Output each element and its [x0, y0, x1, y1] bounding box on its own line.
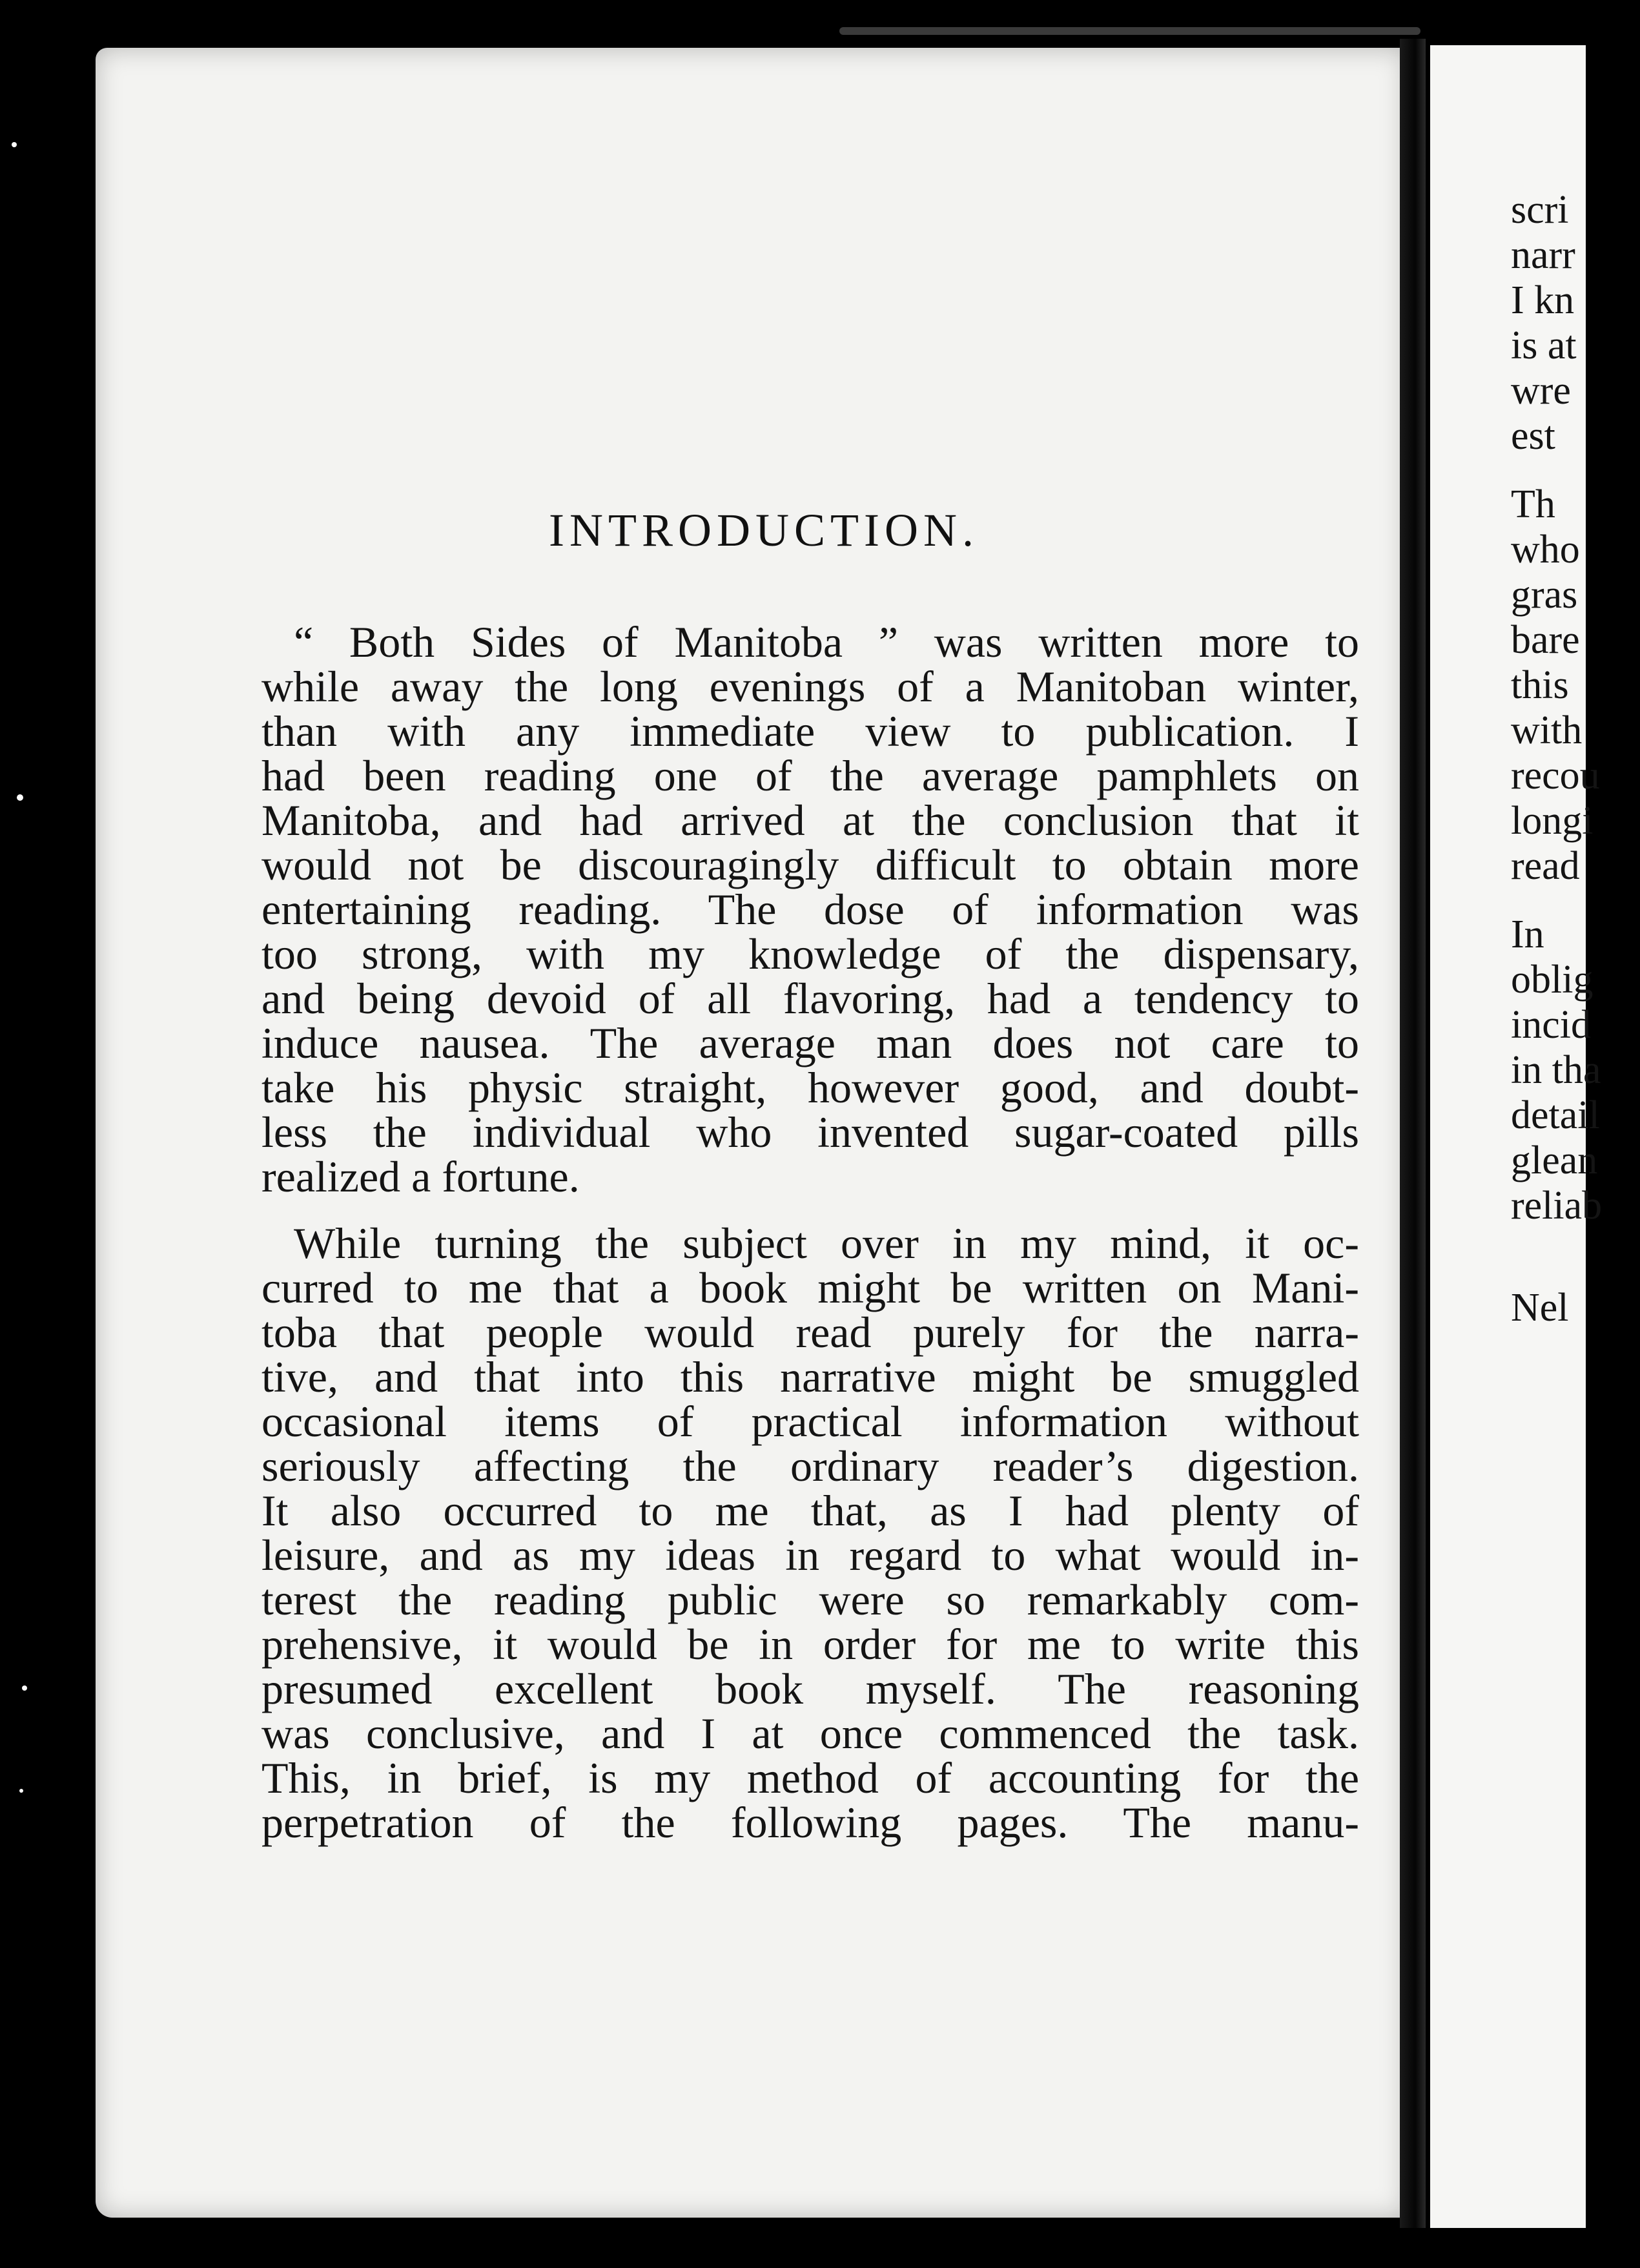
- fragment-line: glean: [1511, 1139, 1598, 1182]
- fragment-line: recou: [1511, 754, 1600, 798]
- text-line: presumed excellent book myself. The reasoning: [261, 1664, 1359, 1713]
- fragment-line: who: [1511, 528, 1580, 572]
- fragment-line: narr: [1511, 233, 1575, 277]
- text-line: seriously affecting the ordinary reader’s digestion.: [261, 1441, 1359, 1490]
- fragment-line: is at: [1511, 324, 1577, 367]
- fragment-line: gras: [1511, 573, 1578, 617]
- fragment-line: bare: [1511, 618, 1580, 662]
- text-line: entertaining reading. The dose of information was: [261, 885, 1359, 934]
- fragment-line: wre: [1511, 369, 1571, 413]
- text-line: While turning the subject over in my mind, it oc-: [294, 1219, 1359, 1268]
- text-line: was conclusive, and I at once commenced the task.: [261, 1709, 1359, 1758]
- facing-page-text: [1511, 187, 1640, 1330]
- text-line: realized a fortune.: [261, 1152, 580, 1201]
- fragment-line: scri: [1511, 188, 1569, 232]
- fragment-line: Nel: [1511, 1286, 1569, 1330]
- text-line: This, in brief, is my method of accounting for the: [261, 1753, 1359, 1802]
- fragment-line: Th: [1511, 482, 1555, 526]
- fragment-line: read: [1511, 844, 1580, 888]
- text-line: perpetration of the following pages. The manu-: [261, 1798, 1359, 1847]
- text-line: Manitoba, and had arrived at the conclusion that it: [261, 796, 1359, 845]
- paragraph-1: [261, 617, 1359, 1201]
- text-line: toba that people would read purely for the narra-: [261, 1308, 1359, 1357]
- fragment-line: est: [1511, 414, 1555, 458]
- introduction-body: [261, 617, 1359, 1847]
- book-gutter: [1400, 39, 1426, 2228]
- text-line: curred to me that a book might be written on Mani-: [261, 1263, 1359, 1312]
- text-line: less the individual who invented sugar-coated pills: [261, 1108, 1359, 1157]
- text-line: and being devoid of all flavoring, had a tendency to: [261, 974, 1359, 1023]
- text-line: It also occurred to me that, as I had plenty of: [261, 1486, 1359, 1535]
- page-edge-shadow: [839, 27, 1420, 35]
- text-line: while away the long evenings of a Manitoban winter,: [261, 662, 1359, 711]
- paragraph-2: [261, 1221, 1359, 1845]
- fragment-line: longi: [1511, 799, 1594, 843]
- fragment-line: In: [1511, 912, 1544, 956]
- fragment-line: this: [1511, 663, 1569, 707]
- text-line: occasional items of practical information without: [261, 1397, 1359, 1446]
- text-line: would not be discouragingly difficult to obtain more: [261, 840, 1359, 889]
- fragment-line: oblig: [1511, 958, 1594, 1002]
- text-line: than with any immediate view to publication. I: [261, 706, 1359, 756]
- fragment-line: detail: [1511, 1093, 1600, 1137]
- text-line: induce nausea. The average man does not care to: [261, 1018, 1359, 1067]
- fragment-line: incid: [1511, 1003, 1591, 1047]
- text-line: had been reading one of the average pamphlets on: [261, 751, 1359, 800]
- fragment-line: I kn: [1511, 278, 1575, 322]
- text-line: prehensive, it would be in order for me to write this: [261, 1620, 1359, 1669]
- text-line: take his physic straight, however good, and doubt-: [261, 1063, 1359, 1112]
- text-line: “ Both Sides of Manitoba ” was written more to: [294, 617, 1359, 666]
- text-line: too strong, with my knowledge of the dispensary,: [261, 929, 1359, 978]
- text-line: terest the reading public were so remarkably com-: [261, 1575, 1359, 1624]
- chapter-heading: INTRODUCTION.: [549, 504, 979, 556]
- text-line: leisure, and as my ideas in regard to what would in-: [261, 1531, 1359, 1580]
- fragment-line: in tha: [1511, 1048, 1601, 1092]
- fragment-line: with: [1511, 708, 1583, 752]
- text-line: tive, and that into this narrative might be smuggled: [261, 1352, 1359, 1401]
- fragment-line: reliab: [1511, 1184, 1603, 1228]
